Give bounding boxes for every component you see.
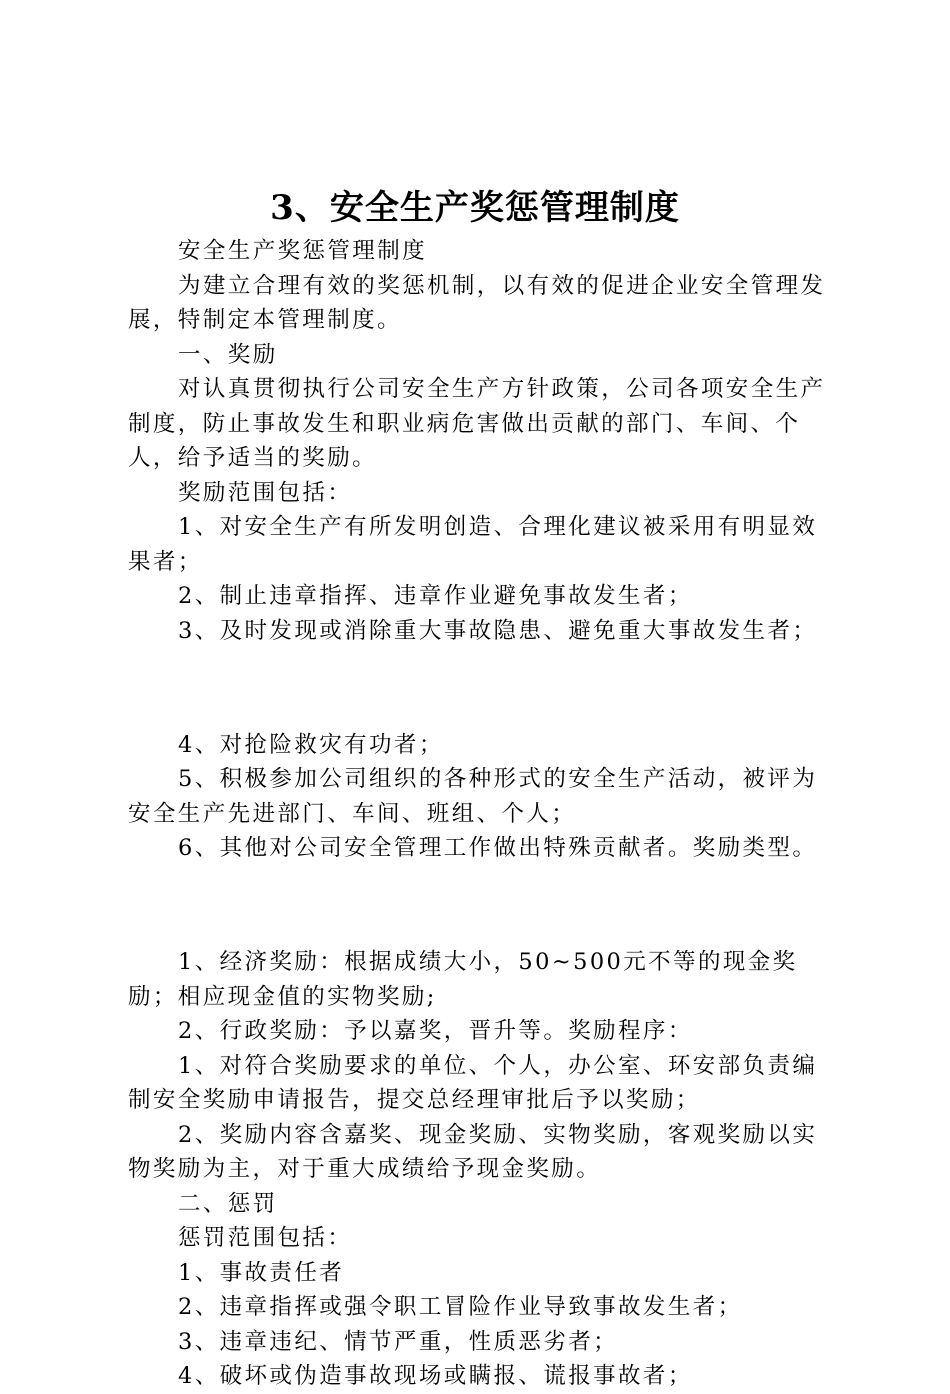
paragraph: 3、及时发现或消除重大事故隐患、避免重大事故发生者； [178, 617, 818, 644]
paragraph: 6、其他对公司安全管理工作做出特殊贡献者。奖励类型。 [178, 835, 818, 861]
document-body [128, 234, 840, 1394]
paragraph: 3、违章违纪、情节严重，性质恶劣者； [178, 1328, 619, 1355]
paragraph: 2、违章指挥或强令职工冒险作业导致事故发生者； [178, 1294, 743, 1320]
paragraph: 奖励范围包括： [178, 479, 353, 506]
blank-line [128, 671, 840, 706]
paragraph: 2、奖励内容含嘉奖、现金奖励、实物奖励，客观奖励以实物奖励为主，对于重大成绩给予现金奖励。 [128, 1121, 818, 1182]
paragraph: 2、制止违章指挥、违章作业避免事故发生者； [178, 583, 693, 609]
paragraph: 4、破坏或伪造事故现场或瞒报、谎报事故者； [178, 1363, 693, 1389]
paragraph: 5、积极参加公司组织的各种形式的安全生产活动，被评为安全生产先进部门、车间、班组、个人； [128, 766, 818, 827]
paragraph: 4、对抢险救灾有功者； [178, 731, 444, 758]
paragraph: 安全生产奖惩管理制度 [178, 238, 428, 264]
paragraph: 1、经济奖励：根据成绩大小，50~500元不等的现金奖励；相应现金值的实物奖励; [128, 949, 798, 1010]
blank-line [128, 888, 840, 923]
paragraph: 对认真贯彻执行公司安全生产方针政策，公司各项安全生产制度，防止事故发生和职业病危害做出贡献的部门、车间、个人，给予适当的奖励。 [128, 376, 826, 471]
paragraph: 为建立合理有效的奖惩机制，以有效的促进企业安全管理发展，特制定本管理制度。 [128, 272, 826, 333]
paragraph: 2、行政奖励：予以嘉奖，晋升等。奖励程序： [178, 1018, 693, 1044]
paragraph: 1、事故责任者 [178, 1259, 345, 1286]
paragraph: 1、对安全生产有所发明创造、合理化建议被采用有明显效果者； [128, 514, 818, 575]
paragraph: 一、奖励 [178, 341, 278, 368]
paragraph: 1、对符合奖励要求的单位、个人，办公室、环安部负责编制安全奖励申请报告，提交总经理审批后予以奖励； [128, 1052, 818, 1113]
paragraph: 惩罚范围包括： [178, 1225, 353, 1251]
document-title: 3、安全生产奖惩管理制度 [270, 188, 680, 228]
paragraph: 二、惩罚 [178, 1190, 278, 1217]
